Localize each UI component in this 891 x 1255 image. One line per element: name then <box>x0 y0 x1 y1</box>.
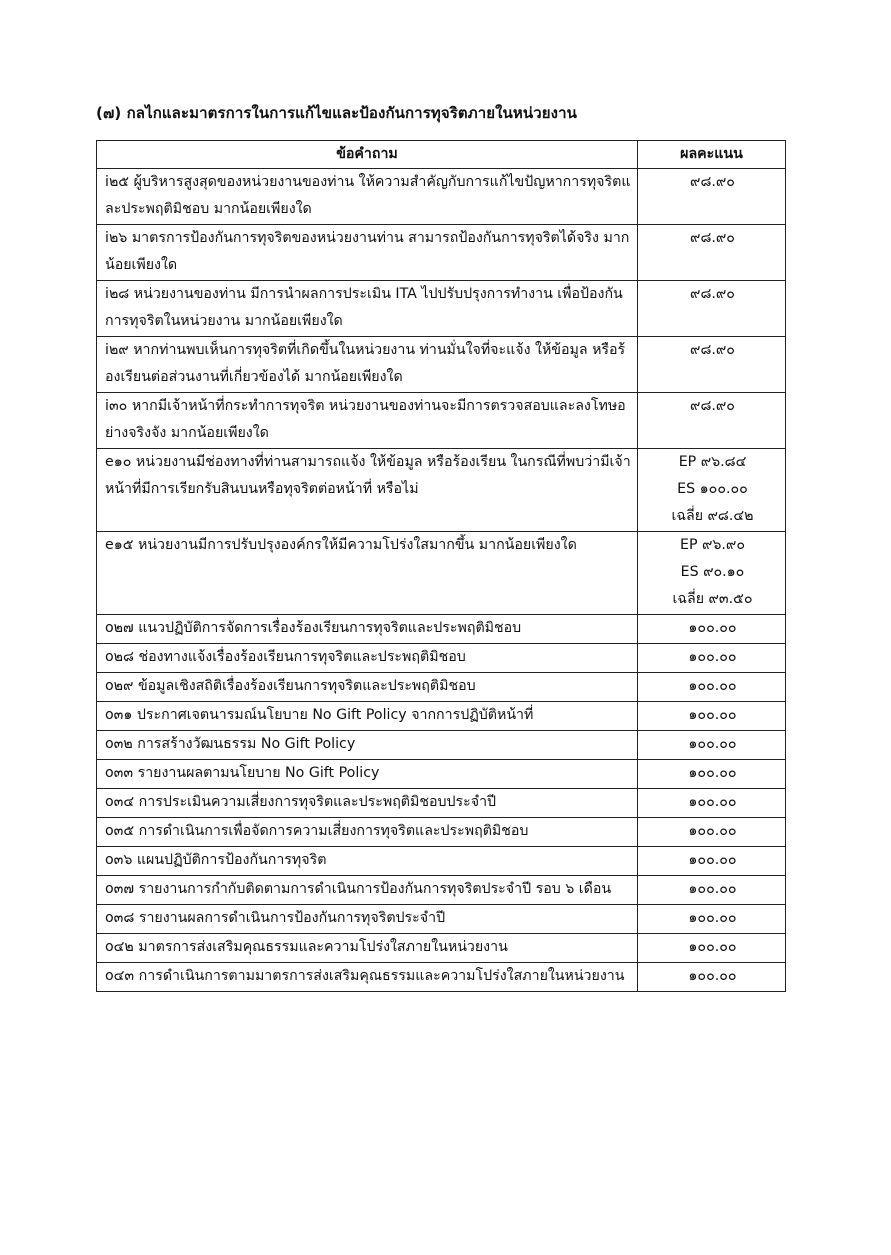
question-text: ประกาศเจตนารมณ์นโยบาย No Gift Policy จากการปฏิบัติหน้าที่ <box>136 707 534 723</box>
question-cell <box>97 760 638 789</box>
question-code: o๓๗ <box>105 881 135 897</box>
question-code: o๓๘ <box>105 910 135 926</box>
question-cell <box>97 963 638 992</box>
score-value: ๙๘.๙๐ <box>690 398 735 414</box>
table-row <box>97 963 786 992</box>
score-cell <box>638 673 786 702</box>
table-row <box>97 337 786 393</box>
score-cell <box>638 225 786 281</box>
score-cell <box>638 702 786 731</box>
question-cell <box>97 818 638 847</box>
score-value: ๑๐๐.๐๐ <box>688 852 737 868</box>
question-text: หน่วยงานมีช่องทางที่ท่านสามารถแจ้ง ให้ข้อมูล หรือร้องเรียน ในกรณีที่พบว่ามีเจ้าหน้าที่มีการเรียกรับสินบนหรือทุจริตต่อหน้าที่ หรือไม่ <box>105 454 631 497</box>
question-code: e๑๕ <box>105 537 134 553</box>
score-column-header: ผลคะแนน <box>638 141 786 169</box>
question-text: มาตรการป้องกันการทุจริตของหน่วยงานท่าน สามารถป้องกันการทุจริตได้จริง มากน้อยเพียงใด <box>105 230 630 273</box>
table-row <box>97 702 786 731</box>
question-code: o๒๙ <box>105 678 134 694</box>
table-body <box>97 169 786 992</box>
question-cell <box>97 905 638 934</box>
score-value: ๙๘.๙๐ <box>690 230 735 246</box>
question-cell <box>97 644 638 673</box>
question-column-header: ข้อคำถาม <box>97 141 638 169</box>
question-text: การดำเนินการตามมาตรการส่งเสริมคุณธรรมและความโปร่งใสภายในหน่วยงาน <box>138 968 625 984</box>
table-row <box>97 225 786 281</box>
table-row <box>97 760 786 789</box>
question-code: o๓๒ <box>105 736 133 752</box>
score-value: ๑๐๐.๐๐ <box>688 939 737 955</box>
section-title: (๗) กลไกและมาตรการในการแก้ไขและป้องกันการทุจริตภายในหน่วยงาน <box>96 104 577 122</box>
question-code: i๓๐ <box>105 398 128 414</box>
question-code: o๓๖ <box>105 852 133 868</box>
score-cell <box>638 963 786 992</box>
score-value: ๙๘.๙๐ <box>690 174 735 190</box>
table-row <box>97 731 786 760</box>
score-value: เฉลี่ย ๙๓.๕๐ <box>672 591 753 607</box>
score-value: ๑๐๐.๐๐ <box>688 968 737 984</box>
score-value: ๑๐๐.๐๐ <box>688 910 737 926</box>
question-code: i๒๙ <box>105 342 129 358</box>
table-row <box>97 847 786 876</box>
score-value: ๙๘.๙๐ <box>690 286 735 302</box>
question-code: i๒๕ <box>105 174 130 190</box>
question-cell <box>97 225 638 281</box>
question-cell <box>97 337 638 393</box>
score-cell <box>638 731 786 760</box>
question-cell <box>97 934 638 963</box>
question-text: การดำเนินการเพื่อจัดการความเสี่ยงการทุจริตและประพฤติมิชอบ <box>138 823 529 839</box>
score-value: ๑๐๐.๐๐ <box>688 736 737 752</box>
table-row <box>97 934 786 963</box>
question-code: e๑๐ <box>105 454 132 470</box>
question-text: หากท่านพบเห็นการทุจริตที่เกิดขึ้นในหน่วยงาน ท่านมั่นใจที่จะแจ้ง ให้ข้อมูล หรือร้องเรียนต่อส่วนงานที่เกี่ยวข้องได้ มากน้อยเพียงใด <box>105 342 626 385</box>
question-code: i๒๖ <box>105 230 128 246</box>
score-value: ๑๐๐.๐๐ <box>688 794 737 810</box>
question-text: แผนปฏิบัติการป้องกันการทุจริต <box>136 852 327 868</box>
score-value: ๑๐๐.๐๐ <box>688 707 737 723</box>
table-row <box>97 449 786 532</box>
question-code: o๔๒ <box>105 939 134 955</box>
table-row <box>97 673 786 702</box>
question-text: หน่วยงานมีการปรับปรุงองค์กรให้มีความโปร่งใสมากขึ้น มากน้อยเพียงใด <box>138 537 577 553</box>
question-cell <box>97 847 638 876</box>
score-value: EP ๙๖.๙๐ <box>680 537 745 553</box>
question-text: ผู้บริหารสูงสุดของหน่วยงานของท่าน ให้ความสำคัญกับการแก้ไขปัญหาการทุจริตและประพฤติมิชอบ มากน้อยเพียงใด <box>105 174 631 217</box>
question-text: หน่วยงานของท่าน มีการนำผลการประเมิน ITA ไปปรับปรุงการทำงาน เพื่อป้องกันการทุจริตในหน่วยงาน มากน้อยเพียงใด <box>105 286 623 329</box>
score-value: ๑๐๐.๐๐ <box>688 620 737 636</box>
question-cell <box>97 532 638 615</box>
score-value: ES ๙๐.๑๐ <box>680 564 745 580</box>
question-cell <box>97 731 638 760</box>
score-cell <box>638 760 786 789</box>
score-cell <box>638 905 786 934</box>
score-cell <box>638 615 786 644</box>
table-row <box>97 532 786 615</box>
question-code: o๓๔ <box>105 794 135 810</box>
question-cell <box>97 673 638 702</box>
question-code: o๓๓ <box>105 765 134 781</box>
table-row <box>97 169 786 225</box>
table-row <box>97 615 786 644</box>
table-row <box>97 789 786 818</box>
question-text: ช่องทางแจ้งเรื่องร้องเรียนการทุจริตและประพฤติมิชอบ <box>138 649 466 665</box>
score-value: ๑๐๐.๐๐ <box>688 823 737 839</box>
question-text: รายงานผลตามนโยบาย No Gift Policy <box>137 765 380 781</box>
question-cell <box>97 449 638 532</box>
question-text: มาตรการส่งเสริมคุณธรรมและความโปร่งใสภายในหน่วยงาน <box>138 939 508 955</box>
score-value: ๑๐๐.๐๐ <box>688 649 737 665</box>
question-text: ข้อมูลเชิงสถิติเรื่องร้องเรียนการทุจริตและประพฤติมิชอบ <box>137 678 476 694</box>
score-cell <box>638 337 786 393</box>
question-cell <box>97 393 638 449</box>
score-value: ๙๘.๙๐ <box>690 342 735 358</box>
question-code: o๔๓ <box>105 968 135 984</box>
score-value: ๑๐๐.๐๐ <box>688 765 737 781</box>
question-cell <box>97 702 638 731</box>
question-cell <box>97 281 638 337</box>
score-cell <box>638 876 786 905</box>
question-code: o๓๕ <box>105 823 135 839</box>
score-cell <box>638 393 786 449</box>
question-text: แนวปฏิบัติการจัดการเรื่องร้องเรียนการทุจริตและประพฤติมิชอบ <box>138 620 522 636</box>
score-cell <box>638 818 786 847</box>
score-value: ๑๐๐.๐๐ <box>688 678 737 694</box>
score-cell <box>638 281 786 337</box>
table-row <box>97 393 786 449</box>
table-row <box>97 876 786 905</box>
score-cell <box>638 449 786 532</box>
score-cell <box>638 644 786 673</box>
score-cell <box>638 169 786 225</box>
table-row <box>97 905 786 934</box>
score-value: ๑๐๐.๐๐ <box>688 881 737 897</box>
question-text: รายงานผลการดำเนินการป้องกันการทุจริตประจำปี <box>138 910 446 926</box>
question-cell <box>97 169 638 225</box>
table-row <box>97 818 786 847</box>
score-cell <box>638 532 786 615</box>
assessment-table <box>96 140 786 992</box>
question-code: o๓๑ <box>105 707 133 723</box>
score-cell <box>638 934 786 963</box>
table-row <box>97 644 786 673</box>
score-cell <box>638 789 786 818</box>
score-value: เฉลี่ย ๙๘.๔๒ <box>671 508 754 524</box>
table-header-row <box>97 141 786 169</box>
question-cell <box>97 615 638 644</box>
score-value: ES ๑๐๐.๐๐ <box>677 481 748 497</box>
question-text: หากมีเจ้าหน้าที่กระทำการทุจริต หน่วยงานของท่านจะมีการตรวจสอบและลงโทษอย่างจริงจัง มากน้อยเพียงใด <box>105 398 626 441</box>
question-text: รายงานการกำกับติดตามการดำเนินการป้องกันการทุจริตประจำปี รอบ ๖ เดือน <box>138 881 612 897</box>
question-code: o๒๗ <box>105 620 134 636</box>
score-value: EP ๙๖.๘๔ <box>678 454 747 470</box>
question-text: การสร้างวัฒนธรรม No Gift Policy <box>137 736 356 752</box>
question-cell <box>97 876 638 905</box>
question-code: o๒๘ <box>105 649 134 665</box>
question-text: การประเมินความเสี่ยงการทุจริตและประพฤติมิชอบประจำปี <box>138 794 497 810</box>
question-cell <box>97 789 638 818</box>
score-cell <box>638 847 786 876</box>
question-code: i๒๘ <box>105 286 130 302</box>
table-row <box>97 281 786 337</box>
